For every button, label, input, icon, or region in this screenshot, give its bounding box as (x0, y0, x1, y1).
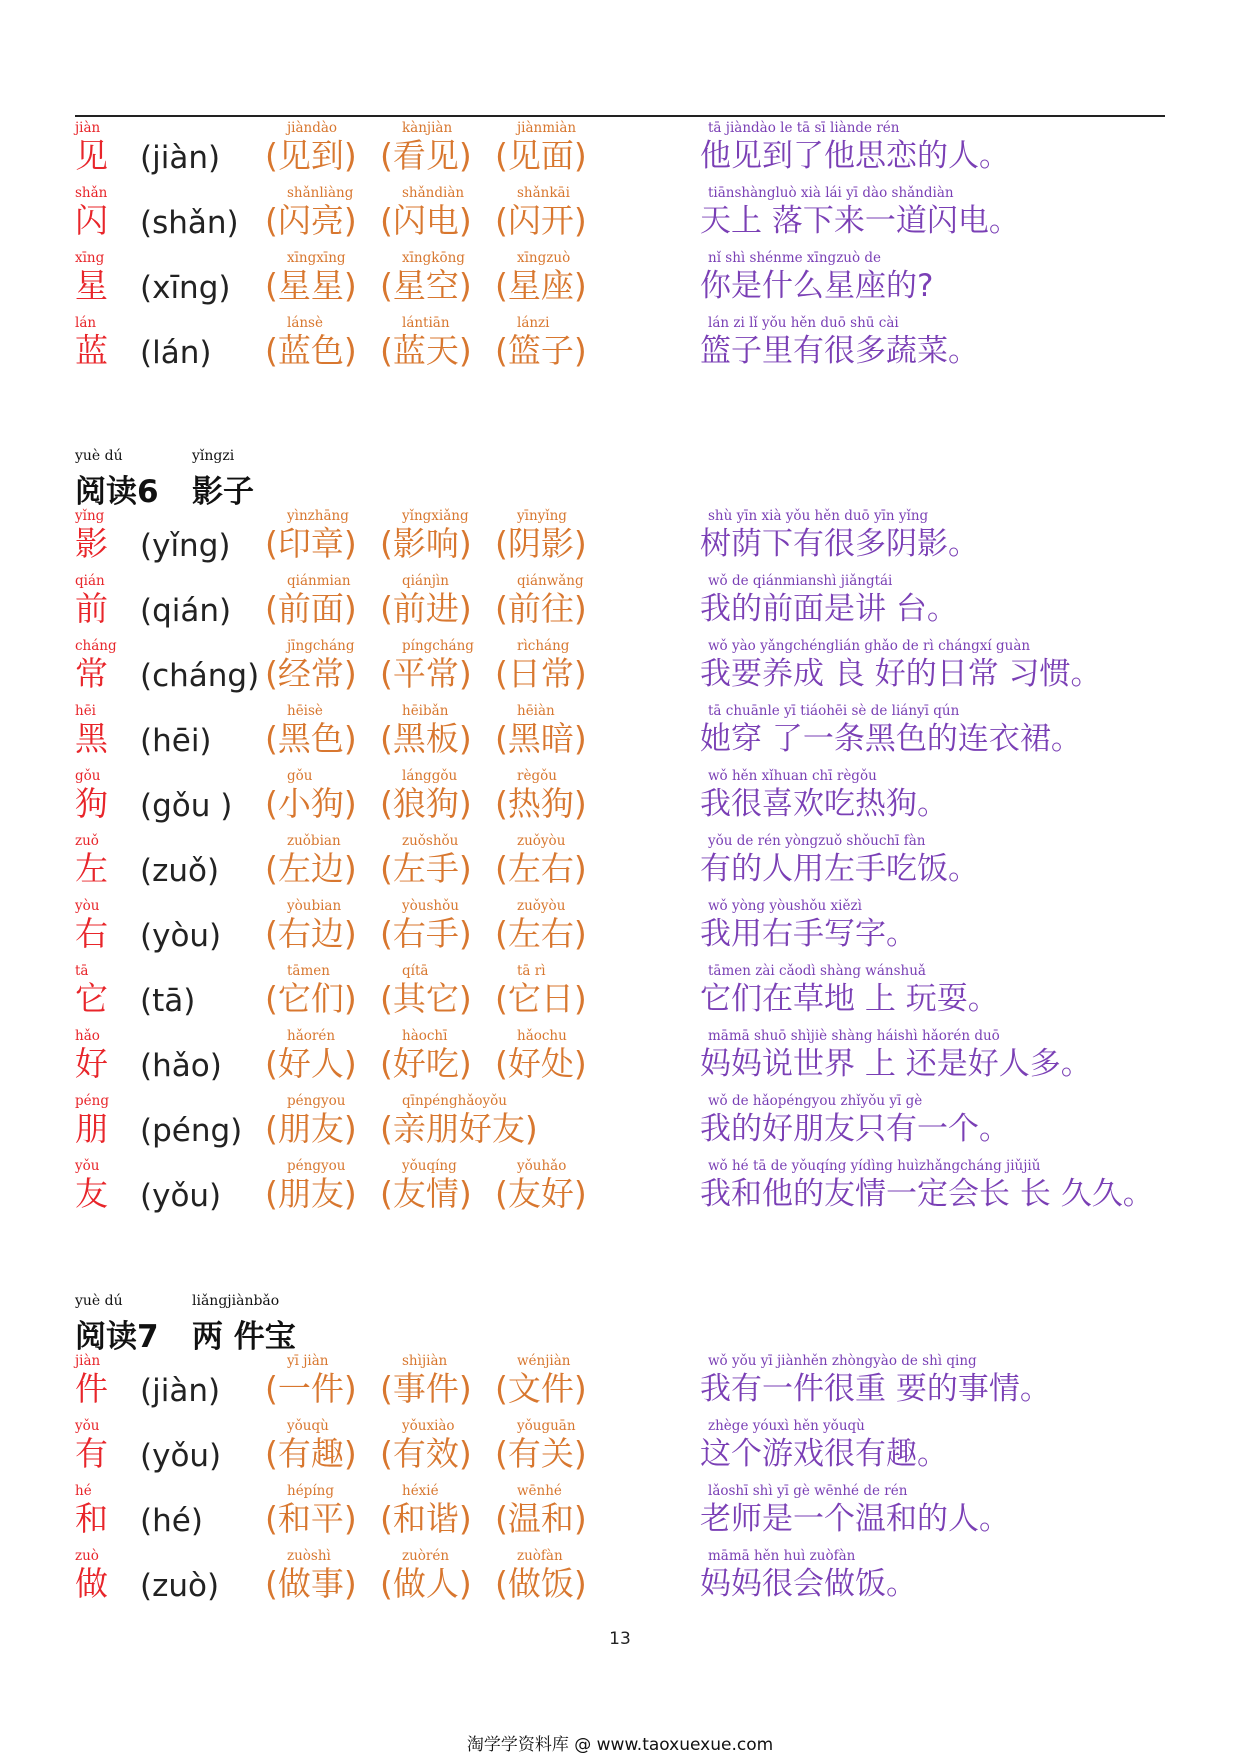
vocab-word: (经常) (265, 654, 357, 693)
vocab-word: (朋友) (265, 1174, 357, 1213)
vocab-word: (前往) (495, 589, 587, 628)
character-reading: (qián) (140, 593, 232, 629)
sentence-pinyin: lǎoshī shì yī gè wēnhé de rén (708, 1483, 908, 1499)
character-reading: (zuǒ) (140, 853, 220, 889)
character-reading: (xīng) (140, 270, 231, 306)
sentence-pinyin: wǒ yòng yòushǒu xiězì (708, 898, 862, 914)
example-sentence: 我的前面是讲 台。 (700, 591, 958, 627)
word-pinyin: lánggǒu (402, 768, 458, 784)
char-pinyin: yǐng (75, 508, 105, 524)
sentence-pinyin: wǒ de qiánmianshì jiǎngtái (708, 573, 893, 589)
example-sentence: 他见到了他思恋的人。 (700, 138, 1010, 174)
word-pinyin: lántiān (402, 315, 450, 331)
vocab-word: (有效) (380, 1434, 472, 1473)
vocab-row (75, 638, 1175, 703)
word-pinyin: zuǒbian (287, 833, 341, 849)
vocab-row (75, 703, 1175, 768)
sentence-pinyin: nǐ shì shénme xīngzuò de (708, 250, 882, 266)
sentence-pinyin: wǒ hěn xǐhuan chī règǒu (708, 768, 877, 784)
char-pinyin: hǎo (75, 1028, 100, 1044)
vocab-word: (它日) (495, 979, 587, 1018)
word-pinyin: yǒuqù (287, 1418, 329, 1434)
vocab-character: 朋 (75, 1109, 108, 1148)
vocab-word: (好吃) (380, 1044, 472, 1083)
heading-title-2: 影子 (192, 474, 254, 510)
example-sentence: 我和他的友情一定会长 长 久久。 (700, 1176, 1154, 1212)
vocab-word: (阴影) (495, 524, 587, 563)
char-pinyin: zuò (75, 1548, 99, 1564)
char-pinyin: yǒu (75, 1158, 100, 1174)
char-pinyin: hé (75, 1483, 92, 1499)
word-pinyin: yǒuqíng (402, 1158, 457, 1174)
character-reading: (yǐng) (140, 528, 231, 564)
word-pinyin: tā rì (517, 963, 546, 979)
top-rule (75, 115, 1165, 117)
vocab-character: 左 (75, 849, 108, 888)
vocab-character: 做 (75, 1564, 108, 1603)
sentence-pinyin: tiānshàngluò xià lái yī dào shǎndiàn (708, 185, 954, 201)
example-sentence: 它们在草地 上 玩耍。 (700, 981, 999, 1017)
vocab-word: (右手) (380, 914, 472, 953)
vocab-word: (朋友) (265, 1109, 357, 1148)
example-sentence: 你是什么星座的? (700, 268, 934, 304)
vocab-word: (友情) (380, 1174, 472, 1213)
character-reading: (lán) (140, 335, 212, 371)
vocab-word: (平常) (380, 654, 472, 693)
character-reading: (cháng) (140, 658, 260, 694)
word-pinyin: yǐngxiǎng (402, 508, 469, 524)
lesson-section (75, 120, 1175, 380)
character-reading: (zuò) (140, 1568, 220, 1604)
char-pinyin: tā (75, 963, 89, 979)
word-pinyin: zuòshì (287, 1548, 331, 1564)
example-sentence: 我有一件很重 要的事情。 (700, 1371, 1051, 1407)
character-reading: (yǒu) (140, 1438, 222, 1474)
sentence-pinyin: wǒ de hǎopéngyou zhǐyǒu yī gè (708, 1093, 923, 1109)
word-pinyin: qīnpénghǎoyǒu (402, 1093, 507, 1109)
vocab-character: 闪 (75, 201, 108, 240)
word-pinyin: héxié (402, 1483, 439, 1499)
word-pinyin: hēiàn (517, 703, 555, 719)
vocab-word: (闪电) (380, 201, 472, 240)
vocab-character: 好 (75, 1044, 108, 1083)
vocab-character: 和 (75, 1499, 108, 1538)
word-pinyin: zuǒyòu (517, 833, 566, 849)
char-pinyin: yòu (75, 898, 100, 914)
character-reading: (hēi) (140, 723, 212, 759)
vocab-row (75, 1028, 1175, 1093)
word-pinyin: péngyou (287, 1093, 346, 1109)
vocab-word: (蓝天) (380, 331, 472, 370)
word-pinyin: règǒu (517, 768, 557, 784)
page-number: 13 (609, 1629, 631, 1649)
vocab-character: 见 (75, 136, 108, 175)
vocab-character: 影 (75, 524, 108, 563)
word-pinyin: píngcháng (402, 638, 474, 654)
char-pinyin: yǒu (75, 1418, 100, 1434)
vocab-character: 友 (75, 1174, 108, 1213)
example-sentence: 我用右手写字。 (700, 916, 917, 952)
vocab-row (75, 963, 1175, 1028)
word-pinyin: hēisè (287, 703, 323, 719)
character-reading: (yòu) (140, 918, 222, 954)
character-reading: (hǎo) (140, 1048, 222, 1084)
example-sentence: 妈妈很会做饭。 (700, 1566, 917, 1602)
vocab-word: (左手) (380, 849, 472, 888)
vocab-word: (右边) (265, 914, 357, 953)
character-reading: (gǒu ) (140, 788, 233, 824)
word-pinyin: jiàndào (287, 120, 338, 136)
word-pinyin: zuòrén (402, 1548, 450, 1564)
vocab-row (75, 1158, 1175, 1223)
example-sentence: 这个游戏很有趣。 (700, 1436, 948, 1472)
word-pinyin: yǒuguān (517, 1418, 576, 1434)
vocab-word: (前进) (380, 589, 472, 628)
vocab-row (75, 315, 1175, 380)
vocab-character: 蓝 (75, 331, 108, 370)
vocab-row (75, 250, 1175, 315)
vocab-word: (星空) (380, 266, 472, 305)
char-pinyin: péng (75, 1093, 109, 1109)
word-pinyin: zuǒshǒu (402, 833, 459, 849)
vocab-character: 常 (75, 654, 108, 693)
character-reading: (shǎn) (140, 205, 239, 241)
character-reading: (hé) (140, 1503, 203, 1539)
word-pinyin: rìcháng (517, 638, 570, 654)
vocab-word: (黑色) (265, 719, 357, 758)
vocab-row (75, 1353, 1175, 1418)
vocab-row (75, 1093, 1175, 1158)
vocab-word: (狼狗) (380, 784, 472, 823)
char-pinyin: zuǒ (75, 833, 99, 849)
word-pinyin: wénjiàn (517, 1353, 571, 1369)
example-sentence: 我很喜欢吃热狗。 (700, 786, 948, 822)
vocab-word: (热狗) (495, 784, 587, 823)
word-pinyin: tāmen (287, 963, 330, 979)
word-pinyin: lánzi (517, 315, 550, 331)
vocab-word: (和平) (265, 1499, 357, 1538)
word-pinyin: wēnhé (517, 1483, 562, 1499)
vocab-word: (印章) (265, 524, 357, 563)
vocab-word: (亲朋好友) (380, 1109, 538, 1148)
vocab-word: (看见) (380, 136, 472, 175)
heading-title-1: 阅读7 (75, 1319, 159, 1355)
sentence-pinyin: wǒ hé tā de yǒuqíng yídìng huìzhǎngcháng jiǔjiǔ (708, 1158, 1041, 1174)
word-pinyin: yī jiàn (287, 1353, 329, 1369)
vocab-character: 前 (75, 589, 108, 628)
sentence-pinyin: tāmen zài cǎodì shàng wánshuǎ (708, 963, 926, 979)
vocab-word: (篮子) (495, 331, 587, 370)
vocab-character: 星 (75, 266, 108, 305)
word-pinyin: jīngcháng (287, 638, 355, 654)
word-pinyin: kànjiàn (402, 120, 453, 136)
section-heading (75, 1293, 1175, 1353)
word-pinyin: shǎnkāi (517, 185, 570, 201)
sentence-pinyin: wǒ yǒu yī jiànhěn zhòngyào de shì qing (708, 1353, 977, 1369)
sentence-pinyin: māmā hěn huì zuòfàn (708, 1548, 856, 1564)
vocab-word: (温和) (495, 1499, 587, 1538)
sentence-pinyin: shù yīn xià yǒu hěn duō yīn yǐng (708, 508, 929, 524)
word-pinyin: hēibǎn (402, 703, 449, 719)
word-pinyin: zuǒyòu (517, 898, 566, 914)
example-sentence: 老师是一个温和的人。 (700, 1501, 1010, 1537)
vocab-row (75, 185, 1175, 250)
word-pinyin: yǒuxiào (402, 1418, 455, 1434)
example-sentence: 她穿 了一条黑色的连衣裙。 (700, 721, 1082, 757)
sentence-pinyin: zhège yóuxì hěn yǒuqù (708, 1418, 865, 1434)
vocab-word: (前面) (265, 589, 357, 628)
vocab-word: (黑板) (380, 719, 472, 758)
char-pinyin: qián (75, 573, 105, 589)
section-heading (75, 448, 1175, 508)
word-pinyin: shǎndiàn (402, 185, 465, 201)
word-pinyin: lánsè (287, 315, 323, 331)
vocab-character: 有 (75, 1434, 108, 1473)
vocab-word: (黑暗) (495, 719, 587, 758)
word-pinyin: hǎochu (517, 1028, 567, 1044)
vocab-word: (事件) (380, 1369, 472, 1408)
sentence-pinyin: tā jiàndào le tā sī liànde rén (708, 120, 900, 136)
word-pinyin: shìjiàn (402, 1353, 448, 1369)
lesson-section (75, 1293, 1175, 1613)
word-pinyin: hàochī (402, 1028, 448, 1044)
heading-pinyin-1: yuè dú (75, 1293, 123, 1309)
word-pinyin: péngyou (287, 1158, 346, 1174)
word-pinyin: yòushǒu (402, 898, 459, 914)
word-pinyin: hépíng (287, 1483, 334, 1499)
character-reading: (jiàn) (140, 1373, 221, 1409)
heading-pinyin-2: yǐngzi (192, 448, 235, 464)
vocab-word: (左右) (495, 914, 587, 953)
vocab-word: (做事) (265, 1564, 357, 1603)
word-pinyin: xīngxīng (287, 250, 346, 266)
vocab-word: (星座) (495, 266, 587, 305)
vocab-word: (一件) (265, 1369, 357, 1408)
vocab-word: (星星) (265, 266, 357, 305)
vocab-row (75, 1548, 1175, 1613)
vocab-word: (闪亮) (265, 201, 357, 240)
example-sentence: 篮子里有很多蔬菜。 (700, 333, 979, 369)
vocab-word: (左右) (495, 849, 587, 888)
character-reading: (péng) (140, 1113, 243, 1149)
word-pinyin: gǒu (287, 768, 313, 784)
vocab-character: 狗 (75, 784, 108, 823)
word-pinyin: qítā (402, 963, 429, 979)
heading-pinyin-1: yuè dú (75, 448, 123, 464)
word-pinyin: qiánmian (287, 573, 351, 589)
sentence-pinyin: lán zi lǐ yǒu hěn duō shū cài (708, 315, 899, 331)
example-sentence: 天上 落下来一道闪电。 (700, 203, 1020, 239)
word-pinyin: zuòfàn (517, 1548, 563, 1564)
char-pinyin: gǒu (75, 768, 101, 784)
char-pinyin: jiàn (75, 120, 101, 136)
word-pinyin: yǒuhǎo (517, 1158, 567, 1174)
vocab-row (75, 768, 1175, 833)
word-pinyin: xīngzuò (517, 250, 571, 266)
character-reading: (tā) (140, 983, 196, 1019)
char-pinyin: jiàn (75, 1353, 101, 1369)
sentence-pinyin: wǒ yào yǎngchénglián ghǎo de rì chángxí guàn (708, 638, 1031, 654)
vocab-word: (小狗) (265, 784, 357, 823)
vocab-character: 它 (75, 979, 108, 1018)
sentence-pinyin: māmā shuō shìjiè shàng háishì hǎorén duō (708, 1028, 1000, 1044)
example-sentence: 树荫下有很多阴影。 (700, 526, 979, 562)
vocab-character: 右 (75, 914, 108, 953)
example-sentence: 有的人用左手吃饭。 (700, 851, 979, 887)
vocab-word: (和谐) (380, 1499, 472, 1538)
word-pinyin: yīnyǐng (517, 508, 567, 524)
heading-title-1: 阅读6 (75, 474, 159, 510)
sentence-pinyin: yǒu de rén yòngzuǒ shǒuchī fàn (708, 833, 926, 849)
vocab-word: (影响) (380, 524, 472, 563)
example-sentence: 我要养成 良 好的日常 习惯。 (700, 656, 1102, 692)
vocab-row (75, 508, 1175, 573)
vocab-word: (闪开) (495, 201, 587, 240)
example-sentence: 妈妈说世界 上 还是好人多。 (700, 1046, 1092, 1082)
word-pinyin: qiánwǎng (517, 573, 584, 589)
vocab-word: (日常) (495, 654, 587, 693)
vocab-word: (有关) (495, 1434, 587, 1473)
char-pinyin: xīng (75, 250, 105, 266)
word-pinyin: hǎorén (287, 1028, 336, 1044)
vocab-word: (文件) (495, 1369, 587, 1408)
vocab-word: (友好) (495, 1174, 587, 1213)
vocab-row (75, 120, 1175, 185)
vocab-word: (见到) (265, 136, 357, 175)
word-pinyin: jiànmiàn (517, 120, 577, 136)
vocab-row (75, 573, 1175, 638)
vocab-row (75, 833, 1175, 898)
word-pinyin: xīngkōng (402, 250, 465, 266)
heading-pinyin-2: liǎngjiànbǎo (192, 1293, 280, 1309)
vocab-word: (做饭) (495, 1564, 587, 1603)
footer-watermark: 淘学学资料库 @ www.taoxuexue.com (466, 1735, 774, 1755)
char-pinyin: hēi (75, 703, 97, 719)
vocab-character: 黑 (75, 719, 108, 758)
vocab-word: (有趣) (265, 1434, 357, 1473)
sentence-pinyin: tā chuānle yī tiáohēi sè de liányī qún (708, 703, 960, 719)
vocab-row (75, 1418, 1175, 1483)
character-reading: (jiàn) (140, 140, 221, 176)
vocab-word: (它们) (265, 979, 357, 1018)
vocab-word: (见面) (495, 136, 587, 175)
vocab-word: (蓝色) (265, 331, 357, 370)
vocab-word: (左边) (265, 849, 357, 888)
char-pinyin: lán (75, 315, 97, 331)
word-pinyin: yìnzhāng (287, 508, 349, 524)
vocab-row (75, 1483, 1175, 1548)
example-sentence: 我的好朋友只有一个。 (700, 1111, 1010, 1147)
word-pinyin: qiánjìn (402, 573, 449, 589)
vocab-word: (其它) (380, 979, 472, 1018)
vocab-row (75, 898, 1175, 963)
word-pinyin: yòubian (287, 898, 342, 914)
vocab-word: (做人) (380, 1564, 472, 1603)
char-pinyin: cháng (75, 638, 117, 654)
vocab-word: (好处) (495, 1044, 587, 1083)
char-pinyin: shǎn (75, 185, 108, 201)
character-reading: (yǒu) (140, 1178, 222, 1214)
heading-title-2: 两 件宝 (192, 1319, 296, 1355)
lesson-section (75, 448, 1175, 1223)
vocab-character: 件 (75, 1369, 108, 1408)
word-pinyin: shǎnliàng (287, 185, 354, 201)
vocab-word: (好人) (265, 1044, 357, 1083)
